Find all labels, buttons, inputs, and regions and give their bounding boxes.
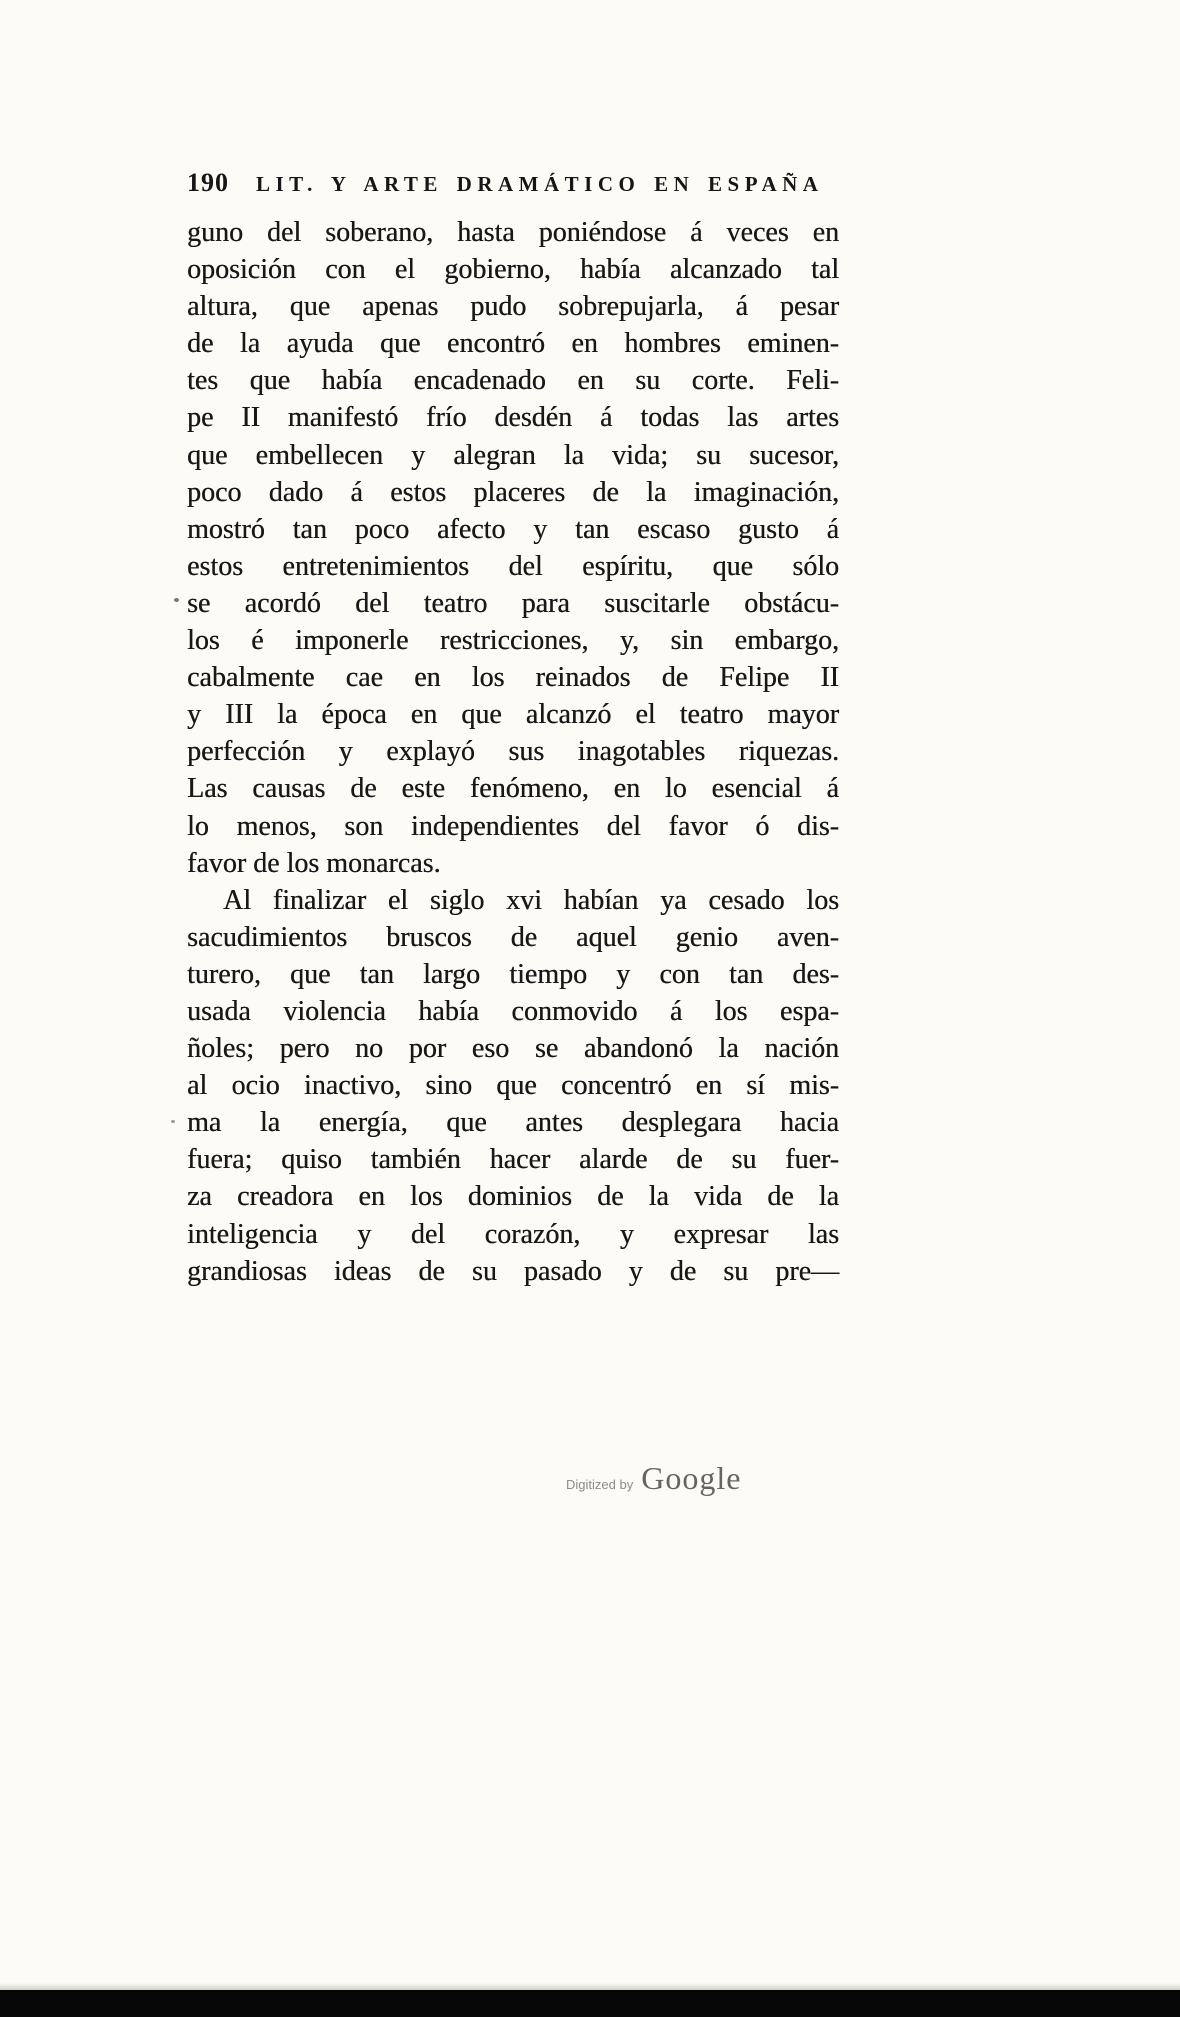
text-line: poco dado á estos placeres de la imaginación, bbox=[187, 476, 839, 508]
digitized-by-label: Digitized by bbox=[566, 1477, 634, 1492]
text-line: ñoles; pero no por eso se abandonó la nación bbox=[187, 1033, 839, 1065]
text-line: guno del soberano, hasta poniéndose á veces en bbox=[187, 217, 839, 248]
text-line: de la ayuda que encontró en hombres eminen- bbox=[187, 328, 839, 360]
text-line: inteligencia y del corazón, y expresar las bbox=[187, 1218, 839, 1250]
text-line: los é imponerle restricciones, y, sin embargo, bbox=[187, 625, 839, 657]
scan-bottom-edge bbox=[0, 1990, 1180, 2017]
scan-speck bbox=[174, 598, 179, 602]
text-line: cabalmente cae en los reinados de Felipe II bbox=[187, 662, 839, 694]
text-line: Al finalizar el siglo xvi habían ya cesado los bbox=[223, 884, 839, 916]
digitization-credit bbox=[566, 1460, 741, 1497]
text-line: turero, que tan largo tiempo y con tan des- bbox=[187, 958, 839, 990]
running-title: LIT. Y ARTE DRAMÁTICO EN ESPAÑA bbox=[256, 172, 824, 196]
text-line: se acordó del teatro para suscitarle obstácu- bbox=[187, 587, 839, 619]
text-line: ma la energía, que antes desplegara hacia bbox=[187, 1107, 839, 1139]
text-line: za creadora en los dominios de la vida de la bbox=[187, 1181, 839, 1213]
page-body bbox=[187, 214, 839, 1290]
text-line: que embellecen y alegran la vida; su sucesor, bbox=[187, 439, 839, 471]
text-line: Las causas de este fenómeno, en lo esencial á bbox=[187, 773, 839, 805]
text-line: grandiosas ideas de su pasado y de su pre— bbox=[187, 1255, 839, 1287]
text-line: fuera; quiso también hacer alarde de su fuer- bbox=[187, 1144, 839, 1176]
text-line: pe II manifestó frío desdén á todas las artes bbox=[187, 402, 839, 434]
text-line: tes que había encadenado en su corte. Feli- bbox=[187, 365, 839, 397]
page-header bbox=[187, 168, 847, 198]
text-line: usada violencia había conmovido á los espa- bbox=[187, 995, 839, 1027]
text-line: al ocio inactivo, sino que concentró en sí mis- bbox=[187, 1070, 839, 1102]
text-line: oposición con el gobierno, había alcanzado tal bbox=[187, 254, 839, 286]
text-line: sacudimientos bruscos de aquel genio aven- bbox=[187, 921, 839, 953]
text-line: lo menos, son independientes del favor ó dis- bbox=[187, 810, 839, 842]
text-line: y III la época en que alcanzó el teatro mayor bbox=[187, 699, 839, 731]
page-number: 190 bbox=[187, 168, 229, 197]
text-line: perfección y explayó sus inagotables riquezas. bbox=[187, 736, 839, 768]
text-line: estos entretenimientos del espíritu, que sólo bbox=[187, 550, 839, 582]
scan-speck bbox=[171, 1120, 175, 1123]
text-line: favor de los monarcas. bbox=[187, 847, 441, 879]
google-logo: Google bbox=[641, 1460, 742, 1496]
text-line: mostró tan poco afecto y tan escaso gusto á bbox=[187, 513, 839, 545]
paragraph bbox=[187, 214, 839, 882]
paragraph bbox=[187, 882, 839, 1290]
text-line: altura, que apenas pudo sobrepujarla, á pesar bbox=[187, 291, 839, 323]
